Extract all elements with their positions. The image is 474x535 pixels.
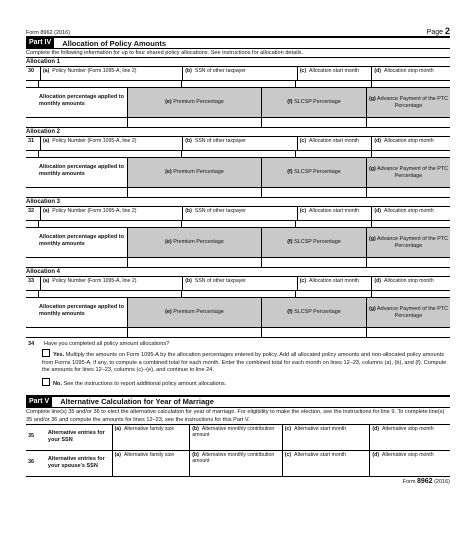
line-number: 33: [28, 278, 35, 284]
aptc-percentage-input[interactable]: [366, 328, 450, 337]
start-month-field[interactable]: (c) Allocation start month: [297, 207, 372, 220]
premium-percentage: (e) Premium Percentage: [127, 228, 261, 257]
ssn-field[interactable]: (b) SSN of other taxpayer: [182, 207, 296, 220]
policy-number-field[interactable]: (a) Policy Number (Form 1095-A, line 2): [40, 137, 182, 150]
yes-checkbox[interactable]: [42, 349, 50, 357]
stop-month-input[interactable]: [371, 81, 450, 87]
stop-month-input[interactable]: [371, 221, 450, 227]
part5-instructions: Complete line(s) 35 and/or 36 to elect the alternative calculation for year of marriage. For eligibility to make the election, see the instructions for line 9. To complete line(s) 35 and/or 36 and compute the amounts for lines 12–23, see the instructions for this Part V.: [26, 408, 450, 425]
allocations: [26, 58, 450, 338]
alt-contribution-field[interactable]: (b) Alternative monthly contribution amount: [189, 451, 282, 476]
aptc-percentage-input[interactable]: [366, 118, 450, 127]
slcsp-percentage: (f) SLCSP Percentage: [261, 158, 366, 187]
alt-family-size-field[interactable]: (a) Alternative family size: [112, 451, 190, 476]
line-number: 32: [28, 208, 35, 214]
allocation-row: [26, 277, 450, 291]
ssn-field[interactable]: (b) SSN of other taxpayer: [182, 277, 296, 290]
line-number: 35: [28, 432, 35, 439]
form-page: [26, 22, 450, 485]
premium-percentage-input[interactable]: [127, 258, 261, 267]
percentage-row: [26, 298, 450, 328]
start-month-input[interactable]: [295, 151, 370, 157]
policy-number-input[interactable]: [38, 151, 181, 157]
line-number: 31: [28, 138, 35, 144]
stop-month-input[interactable]: [371, 151, 450, 157]
alt-start-month-field[interactable]: (c) Alternative start month: [282, 425, 370, 450]
premium-percentage: (e) Premium Percentage: [127, 88, 261, 117]
start-month-field[interactable]: (c) Allocation start month: [297, 67, 372, 80]
allocation-row: [26, 137, 450, 151]
aptc-percentage: (g) Advance Payment of the PTC Percentage: [366, 298, 450, 327]
alt-stop-month-field[interactable]: (d) Alternative stop month: [369, 425, 450, 450]
ssn-input[interactable]: [181, 221, 296, 227]
allocation-row: [26, 67, 450, 81]
ssn-input[interactable]: [181, 291, 296, 297]
percentage-row: [26, 158, 450, 188]
slcsp-percentage: (f) SLCSP Percentage: [261, 228, 366, 257]
allocation-block: [26, 58, 450, 128]
part5-heading: [26, 397, 450, 408]
ssn-input[interactable]: [181, 151, 296, 157]
aptc-percentage: (g) Advance Payment of the PTC Percentage: [366, 88, 450, 117]
line-number: 36: [28, 458, 35, 465]
alt-family-size-field[interactable]: (a) Alternative family size: [112, 425, 190, 450]
percentage-input-row: [26, 188, 450, 198]
percentage-label: Allocation percentage applied to monthly amounts: [39, 164, 124, 177]
slcsp-percentage: (f) SLCSP Percentage: [261, 298, 366, 327]
allocation-row: [26, 207, 450, 221]
start-month-field[interactable]: (c) Allocation start month: [297, 137, 372, 150]
slcsp-percentage-input[interactable]: [261, 118, 366, 127]
aptc-percentage: (g) Advance Payment of the PTC Percentage: [366, 228, 450, 257]
allocation-block: [26, 198, 450, 268]
slcsp-percentage-input[interactable]: [261, 328, 366, 337]
page-footer: Form 8962 (2016): [402, 477, 450, 485]
allocation-label: Allocation 4: [26, 268, 450, 277]
part5-title: Alternative Calculation for Year of Marriage: [60, 397, 214, 407]
start-month-input[interactable]: [295, 81, 370, 87]
part4-tag: Part IV: [26, 38, 54, 48]
stop-month-field[interactable]: (d) Allocation stop month: [371, 277, 450, 290]
line-number: 30: [28, 68, 35, 74]
percentage-label: Allocation percentage applied to monthly amounts: [39, 234, 124, 247]
alt-start-month-field[interactable]: (c) Alternative start month: [282, 451, 370, 476]
row-label: Alternative entries for your SSN: [47, 429, 105, 443]
slcsp-percentage-input[interactable]: [261, 188, 366, 197]
form-label: Form 8962 (2016): [26, 30, 71, 36]
percentage-label: Allocation percentage applied to monthly amounts: [39, 94, 124, 107]
allocation-label: Allocation 2: [26, 128, 450, 137]
stop-month-field[interactable]: (d) Allocation stop month: [371, 67, 450, 80]
entry-row: [26, 151, 450, 158]
aptc-percentage: (g) Advance Payment of the PTC Percentage: [366, 158, 450, 187]
part4-instructions: Complete the following information for up to four shared policy allocations. See instructions for allocation details.: [26, 49, 450, 58]
stop-month-field[interactable]: (d) Allocation stop month: [371, 207, 450, 220]
stop-month-field[interactable]: (d) Allocation stop month: [371, 137, 450, 150]
page-number: Page 2: [426, 26, 450, 36]
start-month-field[interactable]: (c) Allocation start month: [297, 277, 372, 290]
ssn-field[interactable]: (b) SSN of other taxpayer: [182, 67, 296, 80]
premium-percentage-input[interactable]: [127, 328, 261, 337]
alternative-entry-row: [26, 425, 450, 451]
part4-title: Allocation of Policy Amounts: [62, 38, 167, 48]
row-label: Alternative entries for your spouse's SSN: [47, 455, 105, 469]
allocation-label: Allocation 3: [26, 198, 450, 207]
start-month-input[interactable]: [295, 221, 370, 227]
allocation-block: [26, 268, 450, 338]
premium-percentage-input[interactable]: [127, 118, 261, 127]
part4-heading: [26, 38, 450, 49]
policy-number-input[interactable]: [38, 81, 181, 87]
policy-number-input[interactable]: [38, 221, 181, 227]
policy-number-field[interactable]: (a) Policy Number (Form 1095-A, line 2): [40, 277, 182, 290]
policy-number-field[interactable]: (a) Policy Number (Form 1095-A, line 2): [40, 207, 182, 220]
aptc-percentage-input[interactable]: [366, 188, 450, 197]
stop-month-input[interactable]: [371, 291, 450, 297]
premium-percentage-input[interactable]: [127, 188, 261, 197]
start-month-input[interactable]: [295, 291, 370, 297]
entry-row: [26, 221, 450, 228]
premium-percentage: (e) Premium Percentage: [127, 298, 261, 327]
percentage-input-row: [26, 258, 450, 268]
percentage-input-row: [26, 328, 450, 338]
ssn-input[interactable]: [181, 81, 296, 87]
slcsp-percentage-input[interactable]: [261, 258, 366, 267]
question-34: 34 Have you completed all policy amount allocations? Yes. Multiply the amounts on Form 1095-A by the allocation percentages entered by policy. Add all allocated policy amounts and non-allocated policy amounts from Forms 1095-A, if any, to compute a combined total for each month. Enter the combined total for each month on lines 12–23, columns (a), (b), and (f). Compute the amounts for lines 12–23, columns (c)–(e), and continue to line 24. No. See the instructions to report additional policy amount allocations.: [28, 341, 447, 388]
entry-row: [26, 81, 450, 88]
premium-percentage: (e) Premium Percentage: [127, 158, 261, 187]
page-header: [26, 22, 450, 38]
percentage-input-row: [26, 118, 450, 128]
no-checkbox[interactable]: [42, 378, 50, 386]
part5: [26, 395, 450, 477]
part5-tag: Part V: [26, 397, 52, 407]
alternative-entry-row: [26, 451, 450, 477]
slcsp-percentage: (f) SLCSP Percentage: [261, 88, 366, 117]
percentage-label: Allocation percentage applied to monthly amounts: [39, 304, 124, 317]
percentage-row: [26, 228, 450, 258]
aptc-percentage-input[interactable]: [366, 258, 450, 267]
alt-contribution-field[interactable]: (b) Alternative monthly contribution amount: [189, 425, 282, 450]
allocation-block: [26, 128, 450, 198]
ssn-field[interactable]: (b) SSN of other taxpayer: [182, 137, 296, 150]
policy-number-field[interactable]: (a) Policy Number (Form 1095-A, line 2): [40, 67, 182, 80]
allocation-label: Allocation 1: [26, 58, 450, 67]
policy-number-input[interactable]: [38, 291, 181, 297]
alt-stop-month-field[interactable]: (d) Alternative stop month: [369, 451, 450, 476]
percentage-row: [26, 88, 450, 118]
entry-row: [26, 291, 450, 298]
